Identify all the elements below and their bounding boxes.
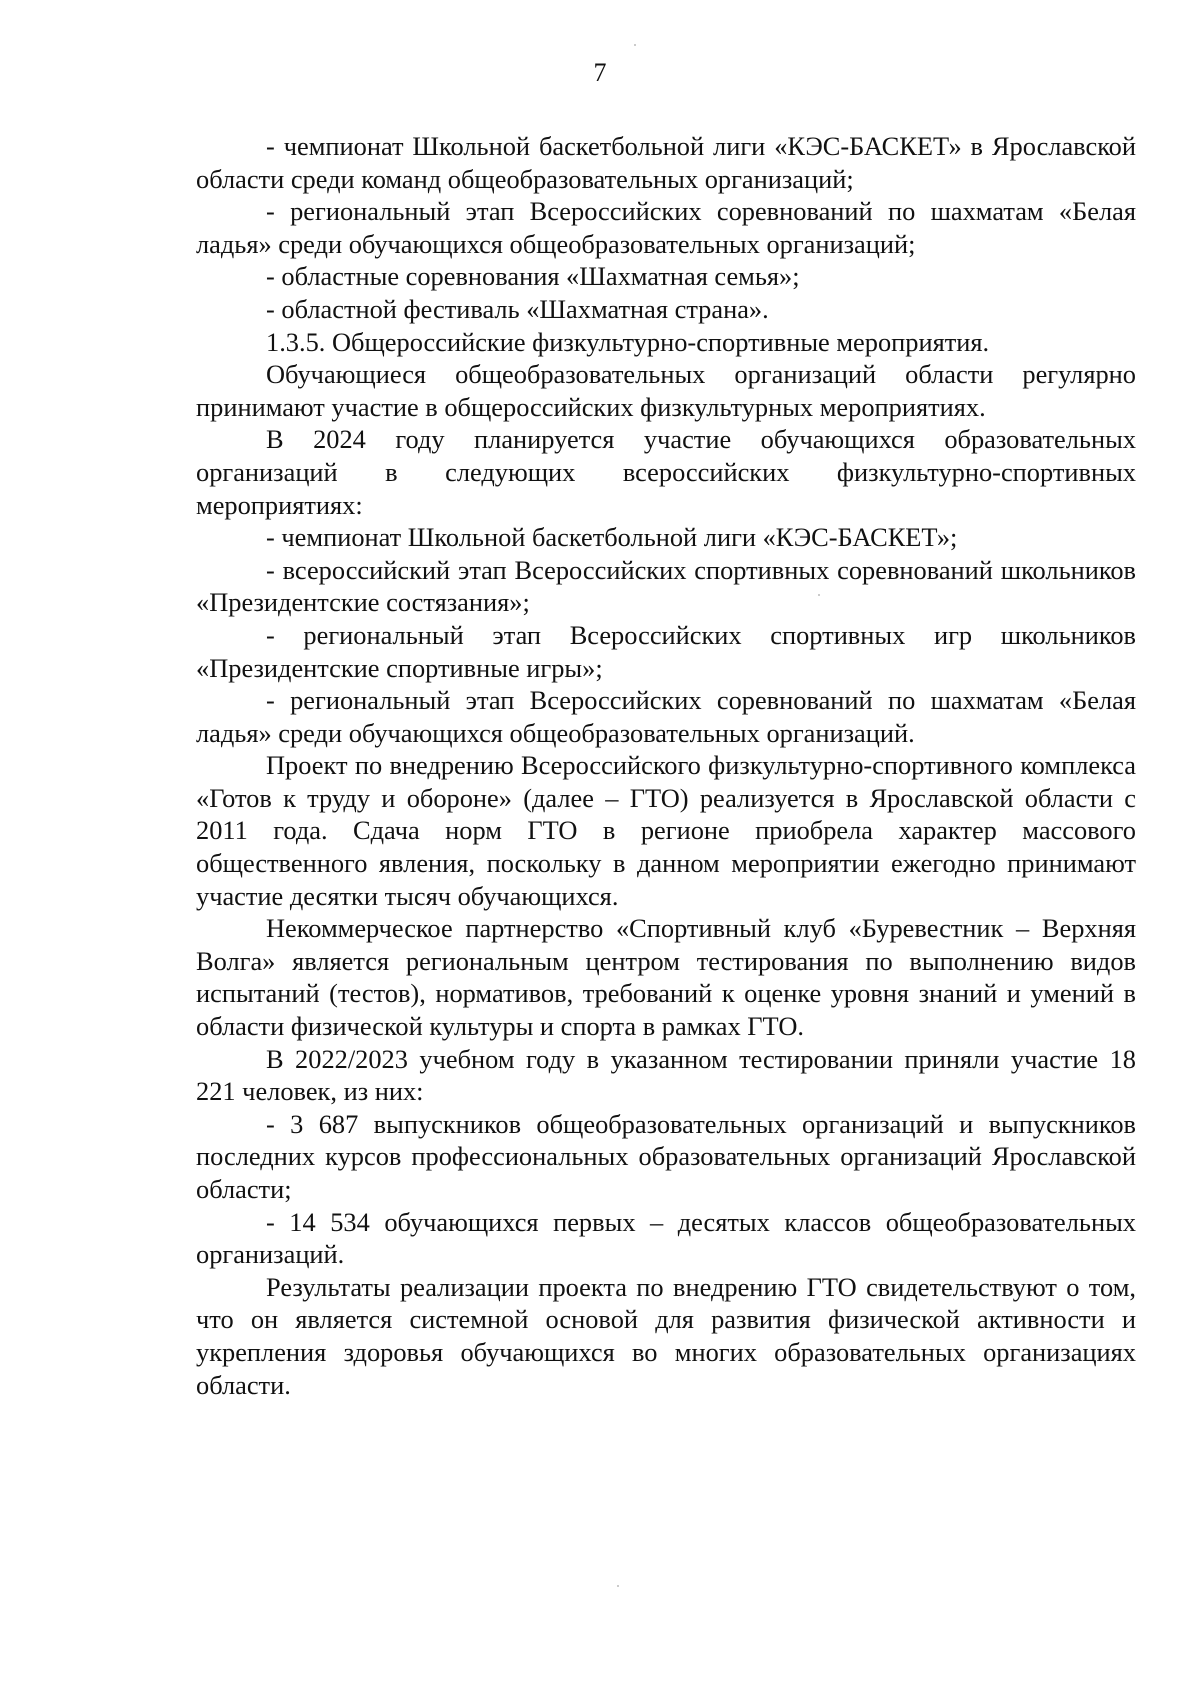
paragraph-testing-totals: В 2022/2023 учебном году в указанном тестировании приняли участие 18 221 человек, из них: bbox=[196, 1043, 1136, 1107]
document-body bbox=[196, 130, 1136, 1401]
list-item-students-1-10: - 14 534 обучающихся первых – десятых классов общеобразовательных организаций. bbox=[196, 1206, 1136, 1270]
page-number: 7 bbox=[593, 58, 607, 87]
paragraph-plans-2024: В 2024 году планируется участие обучающихся образовательных организаций в следующих всероссийских физкультурно-спортивных мероприятиях: bbox=[196, 424, 1136, 520]
list-item-chess-family: - областные соревнования «Шахматная семья»; bbox=[266, 261, 800, 292]
list-item-chess-country-festival: - областной фестиваль «Шахматная страна». bbox=[266, 293, 769, 324]
list-item-kes-basket-national: - чемпионат Школьной баскетбольной лиги «КЭС-БАСКЕТ»; bbox=[266, 522, 958, 553]
paragraph-gto-project: Проект по внедрению Всероссийского физкультурно-спортивного комплекса «Готов к труду и обороне» (далее – ГТО) реализуется в Ярославской области с 2011 года. Сдача норм ГТО в регионе приобрела характер массового общественного явления, поскольку в данном мероприятии ежегодно принимают участие десятки тысяч обучающихся. bbox=[196, 750, 1136, 911]
scan-speck bbox=[818, 594, 820, 596]
scan-speck bbox=[634, 44, 636, 46]
section-heading-1-3-5: 1.3.5. Общероссийские физкультурно-спортивные мероприятия. bbox=[266, 326, 990, 357]
list-item-presidential-contests: - всероссийский этап Всероссийских спортивных соревнований школьников «Президентские состязания»; bbox=[196, 554, 1136, 618]
list-item-white-rook-regional: - региональный этап Всероссийских соревнований по шахматам «Белая ладья» среди обучающихся общеобразовательных организаций; bbox=[196, 196, 1136, 259]
scan-speck bbox=[617, 1585, 619, 1587]
list-item-kes-basket-championship: - чемпионат Школьной баскетбольной лиги «КЭС-БАСКЕТ» в Ярославской области среди команд общеобразовательных организаций; bbox=[196, 131, 1136, 194]
list-item-graduates: - 3 687 выпускников общеобразовательных организаций и выпускников последних курсов профессиональных образовательных организаций Ярославской области; bbox=[196, 1108, 1136, 1204]
paragraph-testing-center: Некоммерческое партнерство «Спортивный клуб «Буревестник – Верхняя Волга» является региональным центром тестирования по выполнению видов испытаний (тестов), нормативов, требований к оценке уровня знаний и умений в области физической культуры и спорта в рамках ГТО. bbox=[196, 913, 1136, 1042]
paragraph-gto-results: Результаты реализации проекта по внедрению ГТО свидетельствуют о том, что он является системной основой для развития физической активности и укрепления здоровья обучающихся во многих образовательных организациях области. bbox=[196, 1271, 1136, 1400]
list-item-white-rook-2024: - региональный этап Всероссийских соревнований по шахматам «Белая ладья» среди обучающихся общеобразовательных организаций. bbox=[196, 685, 1136, 748]
paragraph-participation: Обучающиеся общеобразовательных организаций области регулярно принимают участие в общероссийских физкультурных мероприятиях. bbox=[196, 359, 1136, 422]
list-item-presidential-games: - региональный этап Всероссийских спортивных игр школьников «Президентские спортивные игры»; bbox=[196, 619, 1136, 683]
